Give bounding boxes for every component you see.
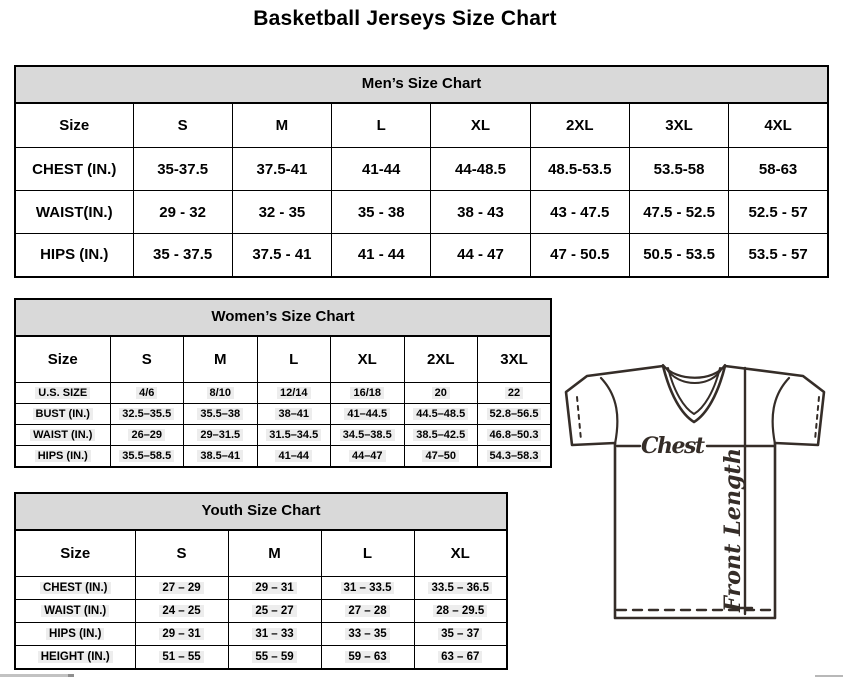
jersey-measurement-diagram	[556, 356, 840, 626]
youth-size-table	[14, 530, 508, 670]
scrollbar-thumb-tip[interactable]	[68, 674, 74, 677]
size-range-cell: 63 – 67	[414, 646, 507, 669]
size-range-cell: 58-63	[729, 148, 828, 191]
size-range-cell: 24 – 25	[135, 600, 228, 623]
size-range-cell: 32.5–35.5	[110, 404, 184, 425]
size-range-cell: 59 – 63	[321, 646, 414, 669]
size-column-header: XL	[331, 337, 405, 383]
size-range-cell: 27 – 28	[321, 600, 414, 623]
size-range-cell: 29 – 31	[228, 577, 321, 600]
measurement-row	[15, 234, 828, 277]
collar-back-arc-inner	[666, 368, 722, 383]
chest-label: Chest	[641, 433, 705, 459]
size-range-cell: 41–44.5	[331, 404, 405, 425]
size-range-cell: 53.5 - 57	[729, 234, 828, 277]
youth-size-chart-section	[14, 492, 508, 670]
size-range-cell: 29–31.5	[184, 425, 258, 446]
page-title: Basketball Jerseys Size Chart	[253, 7, 557, 30]
measurement-row-label: CHEST (IN.)	[15, 148, 133, 191]
size-column-header: 2XL	[530, 104, 629, 148]
size-header-row	[15, 104, 828, 148]
size-range-cell: 41 - 44	[332, 234, 431, 277]
size-column-header: 3XL	[629, 104, 728, 148]
size-range-cell: 50.5 - 53.5	[629, 234, 728, 277]
size-range-cell: 44–47	[331, 446, 405, 467]
measurement-row-label: CHEST (IN.)	[15, 577, 135, 600]
size-range-cell: 47.5 - 52.5	[629, 191, 728, 234]
measurement-row	[15, 148, 828, 191]
womens-size-table	[14, 336, 552, 468]
measurement-row	[15, 577, 507, 600]
size-range-cell: 37.5 - 41	[232, 234, 331, 277]
size-column-header: L	[257, 337, 331, 383]
size-column-header: L	[332, 104, 431, 148]
size-range-cell: 33 – 35	[321, 623, 414, 646]
size-column-header: M	[184, 337, 258, 383]
size-range-cell: 44-48.5	[431, 148, 530, 191]
measurement-row	[15, 383, 551, 404]
size-range-cell: 4/6	[110, 383, 184, 404]
size-column-header: S	[133, 104, 232, 148]
size-range-cell: 26–29	[110, 425, 184, 446]
size-range-cell: 20	[404, 383, 478, 404]
size-range-cell: 32 - 35	[232, 191, 331, 234]
size-range-cell: 8/10	[184, 383, 258, 404]
measurement-row	[15, 600, 507, 623]
left-armhole-seam	[601, 378, 617, 444]
measurement-row-label: WAIST (IN.)	[15, 425, 110, 446]
size-range-cell: 37.5-41	[232, 148, 331, 191]
size-range-cell: 27 – 29	[135, 577, 228, 600]
size-range-cell: 29 - 32	[133, 191, 232, 234]
size-header-row	[15, 337, 551, 383]
horizontal-scrollbar-fragment-left[interactable]	[0, 674, 74, 677]
measurement-row-label: HEIGHT (IN.)	[15, 646, 135, 669]
measurement-row	[15, 646, 507, 669]
size-range-cell: 31 – 33.5	[321, 577, 414, 600]
size-column-header: M	[232, 104, 331, 148]
horizontal-scrollbar-fragment-right[interactable]	[815, 675, 843, 677]
left-cuff-dashed-line	[577, 397, 581, 440]
size-range-cell: 48.5-53.5	[530, 148, 629, 191]
measurement-row	[15, 623, 507, 646]
size-range-cell: 41-44	[332, 148, 431, 191]
size-range-cell: 52.5 - 57	[729, 191, 828, 234]
size-range-cell: 44 - 47	[431, 234, 530, 277]
size-column-header: 2XL	[404, 337, 478, 383]
size-range-cell: 35 – 37	[414, 623, 507, 646]
jersey-outline	[566, 366, 824, 618]
womens-size-chart-section	[14, 298, 552, 468]
size-range-cell: 33.5 – 36.5	[414, 577, 507, 600]
womens-chart-header: Women’s Size Chart	[14, 298, 552, 336]
size-column-header: 4XL	[729, 104, 828, 148]
size-range-cell: 35 - 37.5	[133, 234, 232, 277]
size-range-cell: 22	[478, 383, 552, 404]
size-range-cell: 53.5-58	[629, 148, 728, 191]
measurement-row	[15, 425, 551, 446]
size-range-cell: 35 - 38	[332, 191, 431, 234]
size-range-cell: 52.8–56.5	[478, 404, 552, 425]
size-range-cell: 44.5–48.5	[404, 404, 478, 425]
measurement-row-label: BUST (IN.)	[15, 404, 110, 425]
size-column-header: L	[321, 531, 414, 577]
measurement-row-label: WAIST(IN.)	[15, 191, 133, 234]
measurement-row-label: HIPS (IN.)	[15, 234, 133, 277]
size-label-header: Size	[15, 337, 110, 383]
mens-chart-header: Men’s Size Chart	[14, 65, 829, 103]
size-range-cell: 16/18	[331, 383, 405, 404]
size-range-cell: 35.5–58.5	[110, 446, 184, 467]
mens-size-table	[14, 103, 829, 278]
size-range-cell: 31 – 33	[228, 623, 321, 646]
size-range-cell: 55 – 59	[228, 646, 321, 669]
size-range-cell: 38 - 43	[431, 191, 530, 234]
size-column-header: XL	[414, 531, 507, 577]
size-range-cell: 41–44	[257, 446, 331, 467]
size-range-cell: 38.5–42.5	[404, 425, 478, 446]
size-range-cell: 12/14	[257, 383, 331, 404]
size-range-cell: 35-37.5	[133, 148, 232, 191]
size-range-cell: 25 – 27	[228, 600, 321, 623]
youth-chart-header: Youth Size Chart	[14, 492, 508, 530]
size-range-cell: 28 – 29.5	[414, 600, 507, 623]
right-armhole-seam	[773, 378, 789, 444]
size-range-cell: 38–41	[257, 404, 331, 425]
size-range-cell: 29 – 31	[135, 623, 228, 646]
size-range-cell: 51 – 55	[135, 646, 228, 669]
measurement-row-label: HIPS (IN.)	[15, 623, 135, 646]
measurement-row	[15, 446, 551, 467]
size-column-header: 3XL	[478, 337, 552, 383]
measurement-row-label: HIPS (IN.)	[15, 446, 110, 467]
size-range-cell: 46.8–50.3	[478, 425, 552, 446]
size-column-header: S	[110, 337, 184, 383]
measurement-row-label: U.S. SIZE	[15, 383, 110, 404]
size-label-header: Size	[15, 104, 133, 148]
size-range-cell: 34.5–38.5	[331, 425, 405, 446]
mens-size-chart-section	[14, 65, 829, 278]
size-range-cell: 47–50	[404, 446, 478, 467]
size-header-row	[15, 531, 507, 577]
size-range-cell: 54.3–58.3	[478, 446, 552, 467]
measurement-row	[15, 191, 828, 234]
size-column-header: M	[228, 531, 321, 577]
size-range-cell: 43 - 47.5	[530, 191, 629, 234]
size-range-cell: 38.5–41	[184, 446, 258, 467]
measurement-row	[15, 404, 551, 425]
size-column-header: S	[135, 531, 228, 577]
size-column-header: XL	[431, 104, 530, 148]
front-length-label: Front Length	[720, 449, 746, 612]
size-range-cell: 31.5–34.5	[257, 425, 331, 446]
size-label-header: Size	[15, 531, 135, 577]
size-range-cell: 35.5–38	[184, 404, 258, 425]
size-range-cell: 47 - 50.5	[530, 234, 629, 277]
measurement-row-label: WAIST (IN.)	[15, 600, 135, 623]
